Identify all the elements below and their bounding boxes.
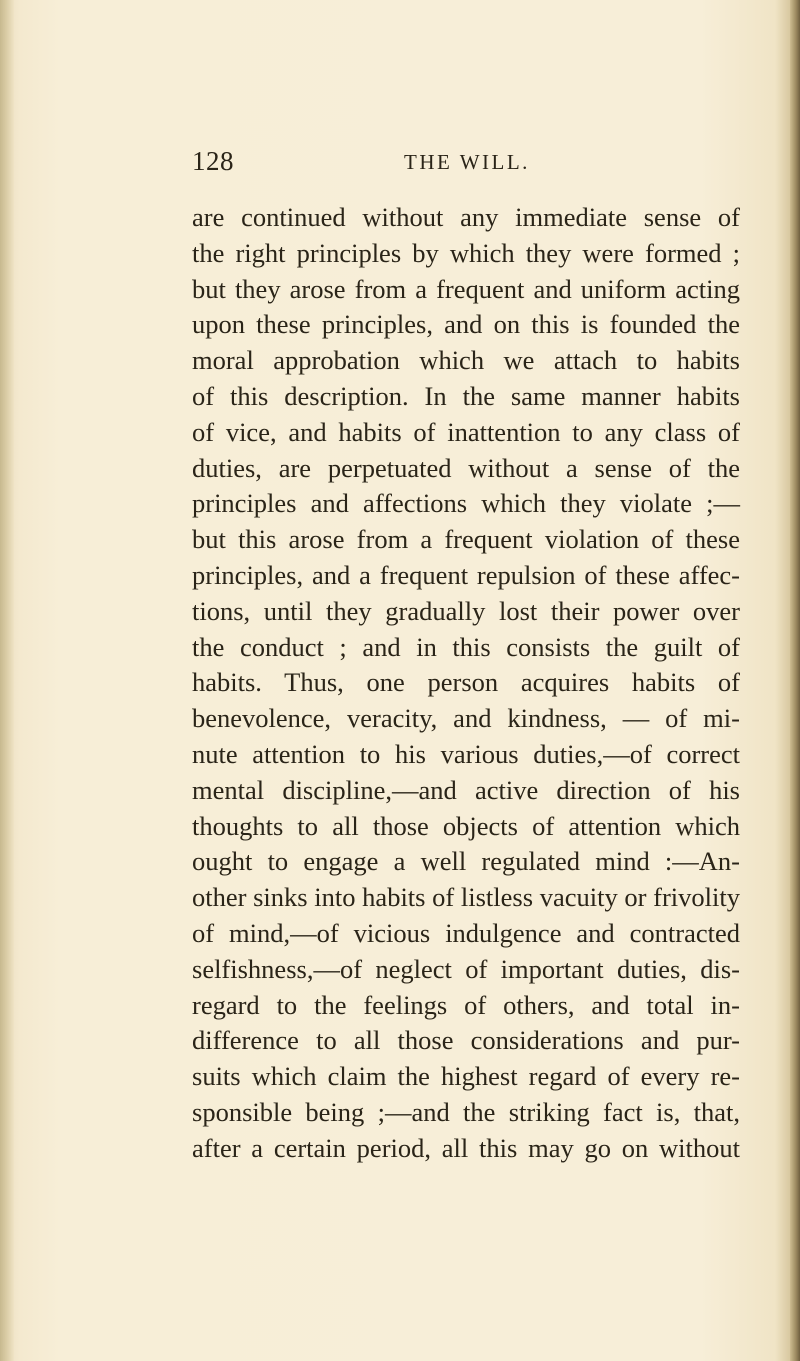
text-line: suits which claim the highest regard of every re- <box>192 1061 740 1092</box>
page-edge <box>790 0 800 1361</box>
text-line: mental discipline,—and active direction of his <box>192 774 740 805</box>
text-line: but this arose from a frequent violation of these <box>192 524 740 555</box>
text-line: after a certain period, all this may go on without <box>192 1132 740 1163</box>
text-line: nute attention to his various duties,—of correct <box>192 738 740 769</box>
text-line: duties, are perpetuated without a sense of the <box>192 452 740 483</box>
text-line: habits. Thus, one person acquires habits of <box>192 667 740 698</box>
page-gutter <box>0 0 14 1361</box>
text-line: sponsible being ;—and the striking fact is, that, <box>192 1096 740 1127</box>
page-number: 128 <box>192 146 234 176</box>
text-line: thoughts to all those objects of attention which <box>192 810 740 841</box>
text-line: principles and affections which they violate ;— <box>192 488 740 519</box>
text-line: the right principles by which they were formed ; <box>192 237 740 268</box>
text-line: upon these principles, and on this is founded the <box>192 309 740 340</box>
text-line: of vice, and habits of inattention to any class of <box>192 416 740 447</box>
body-text <box>192 200 740 1167</box>
running-head <box>192 146 732 186</box>
text-line: of this description. In the same manner habits <box>192 380 740 411</box>
text-line: of mind,—of vicious indulgence and contracted <box>192 917 740 948</box>
text-line: other sinks into habits of listless vacuity or frivolity <box>192 882 740 913</box>
text-line: moral approbation which we attach to habits <box>192 345 740 376</box>
text-line: but they arose from a frequent and uniform acting <box>192 273 740 304</box>
text-line: the conduct ; and in this consists the guilt of <box>192 631 740 662</box>
running-title: THE WILL. <box>404 150 530 174</box>
text-line: principles, and a frequent repulsion of these affec- <box>192 559 740 590</box>
text-line: tions, until they gradually lost their power over <box>192 595 740 626</box>
text-line: difference to all those considerations and pur- <box>192 1025 740 1056</box>
text-line: benevolence, veracity, and kindness, — of mi- <box>192 703 740 734</box>
text-line: selfishness,—of neglect of important duties, dis- <box>192 953 740 984</box>
text-line: are continued without any immediate sense of <box>192 202 740 232</box>
text-line: ought to engage a well regulated mind :—An- <box>192 846 740 877</box>
text-line: regard to the feelings of others, and total in- <box>192 989 740 1020</box>
